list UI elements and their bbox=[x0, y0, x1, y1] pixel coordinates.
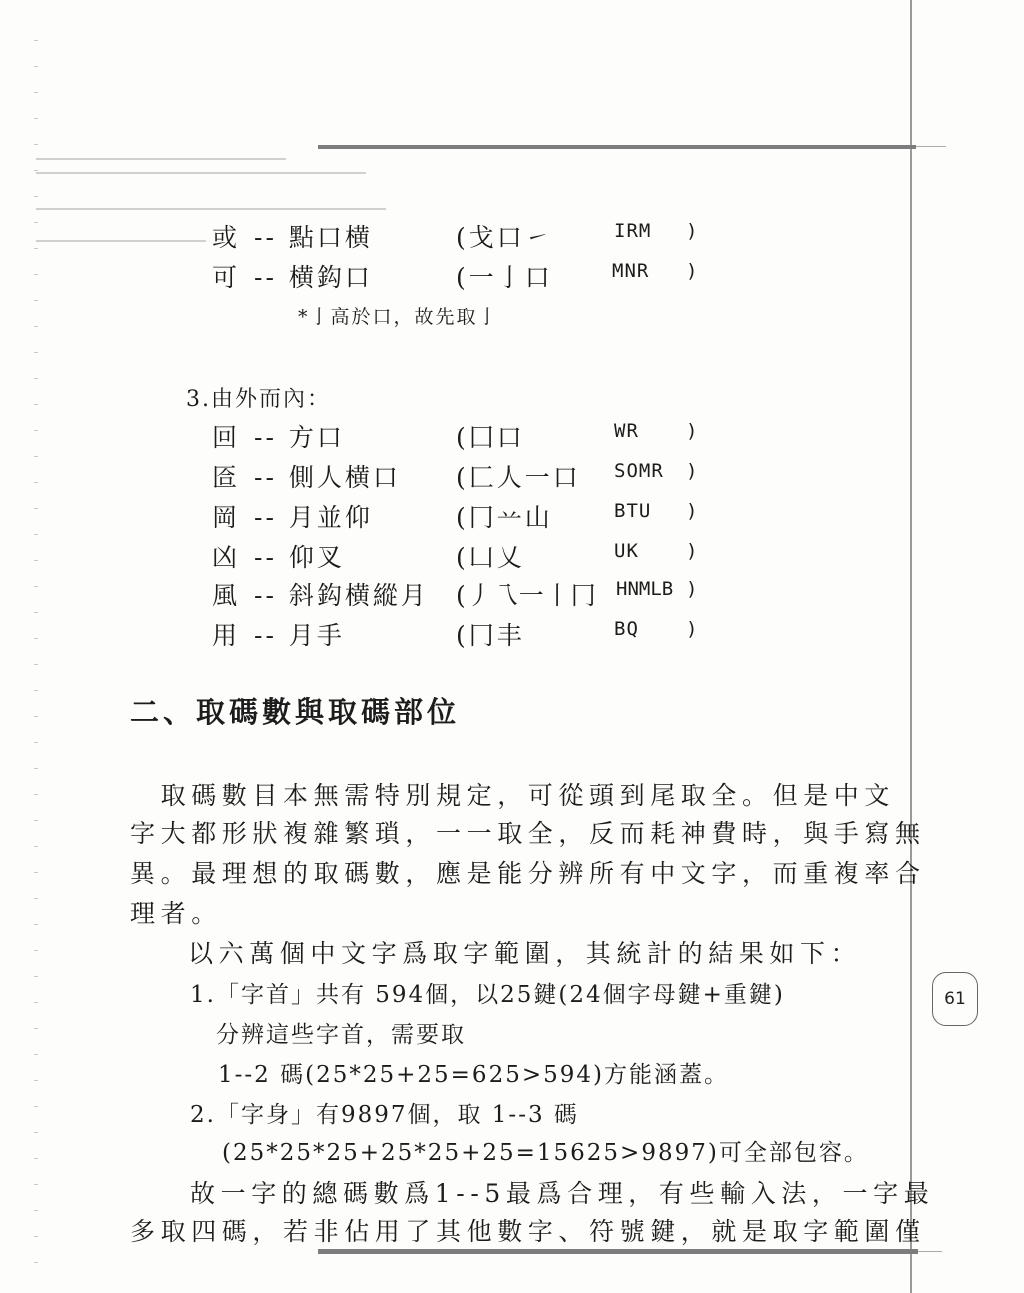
scan-speck bbox=[34, 326, 38, 327]
header-rule-tail bbox=[916, 146, 946, 147]
scan-speck bbox=[34, 300, 38, 301]
example-parts: (凵乂 bbox=[456, 543, 525, 572]
scan-speck bbox=[34, 820, 38, 821]
scan-speck bbox=[34, 1028, 38, 1029]
scan-speck bbox=[34, 40, 38, 41]
footnote: *亅高於口，故先取亅 bbox=[298, 306, 499, 328]
body-text-line: 多取四碼，若非佔用了其他數字、符號鍵，就是取字範圍僅 bbox=[130, 1217, 926, 1246]
scan-speck bbox=[34, 456, 38, 457]
example-code: MNR bbox=[612, 260, 650, 282]
body-text-line: 以六萬個中文字爲取字範圍，其統計的結果如下： bbox=[188, 939, 862, 968]
example-close: ) bbox=[686, 220, 699, 242]
footer-rule bbox=[318, 1249, 918, 1254]
body-text-line: 取碼數目本無需特別規定，可從頭到尾取全。但是中文 bbox=[130, 781, 896, 810]
example-row: 岡 -- 月並仰 bbox=[212, 503, 373, 532]
list-item-continuation: (25*25*25+25*25+25=15625>9897)可全部包容。 bbox=[222, 1140, 869, 1166]
scan-speck bbox=[34, 768, 38, 769]
body-text-line: 理者。 bbox=[130, 899, 222, 928]
scan-speck bbox=[34, 534, 38, 535]
body-text-line: 異。最理想的取碼數，應是能分辨所有中文字，而重複率合 bbox=[130, 859, 926, 888]
example-parts: (一亅口 bbox=[456, 263, 553, 292]
section-title: 3.由外而內： bbox=[186, 387, 331, 412]
scan-speck bbox=[34, 664, 38, 665]
scan-speck bbox=[34, 1106, 38, 1107]
list-item-continuation: 1--2 碼(25*25+25=625>594)方能涵蓋。 bbox=[218, 1062, 729, 1088]
scan-speck bbox=[34, 404, 38, 405]
list-item-continuation: 分辨這些字首，需要取 bbox=[216, 1022, 466, 1048]
example-row: 凶 -- 仰叉 bbox=[212, 543, 345, 572]
example-row: 風 -- 斜鈎横縱月 bbox=[212, 581, 429, 610]
example-parts: (匚人一口 bbox=[456, 463, 581, 492]
scan-speck bbox=[34, 1054, 38, 1055]
example-parts: (冂丰 bbox=[456, 621, 525, 650]
scan-speck bbox=[34, 170, 38, 171]
scan-speck bbox=[34, 1002, 38, 1003]
example-code: HNMLB bbox=[616, 578, 674, 600]
scan-speck bbox=[34, 742, 38, 743]
scan-speck bbox=[34, 222, 38, 223]
example-close: ) bbox=[686, 540, 699, 562]
scan-speck bbox=[34, 846, 38, 847]
body-text-line: 字大都形狀複雜繁瑣，一一取全，反而耗神費時，與手寫無 bbox=[130, 819, 926, 848]
example-row: 用 -- 月手 bbox=[212, 621, 345, 650]
scan-speck bbox=[34, 508, 38, 509]
scan-speck bbox=[34, 1262, 38, 1263]
example-row: 回 -- 方口 bbox=[212, 423, 345, 452]
scan-speck bbox=[34, 352, 38, 353]
example-code: IRM bbox=[614, 220, 652, 242]
scan-speck bbox=[34, 66, 38, 67]
scan-speck bbox=[34, 898, 38, 899]
example-parts: (戈口㇀ bbox=[456, 223, 553, 252]
scan-speck bbox=[34, 560, 38, 561]
scan-speck bbox=[34, 482, 38, 483]
scan-speck bbox=[34, 1184, 38, 1185]
scan-speck bbox=[34, 612, 38, 613]
header-rule bbox=[318, 145, 916, 149]
scan-speck bbox=[34, 248, 38, 249]
scan-speck bbox=[34, 1080, 38, 1081]
scan-speck bbox=[34, 950, 38, 951]
example-close: ) bbox=[686, 420, 699, 442]
scan-speck bbox=[34, 690, 38, 691]
example-code: BQ bbox=[614, 618, 639, 640]
example-row: 匼 -- 側人横口 bbox=[212, 463, 401, 492]
scan-speck bbox=[34, 924, 38, 925]
scan-speck bbox=[34, 144, 38, 145]
list-item: 2.「字身」有9897個，取 1--3 碼 bbox=[190, 1102, 579, 1128]
scan-speck bbox=[34, 794, 38, 795]
scan-speck bbox=[34, 1210, 38, 1211]
scan-speck bbox=[34, 92, 38, 93]
scan-speck bbox=[34, 430, 38, 431]
list-item: 1.「字首」共有 594個，以25鍵(24個字母鍵+重鍵) bbox=[190, 982, 785, 1008]
example-close: ) bbox=[686, 460, 699, 482]
scan-speck bbox=[34, 872, 38, 873]
page-edge-rule bbox=[910, 0, 912, 1293]
example-row: 可 -- 横鈎口 bbox=[212, 263, 373, 292]
scan-speck bbox=[34, 196, 38, 197]
scan-speck bbox=[34, 118, 38, 119]
example-close: ) bbox=[686, 578, 699, 600]
example-parts: (丿乁一丨冂 bbox=[456, 581, 597, 610]
scan-speck bbox=[34, 274, 38, 275]
scan-speck bbox=[34, 1158, 38, 1159]
scan-speck bbox=[34, 716, 38, 717]
example-code: SOMR bbox=[614, 460, 664, 482]
scan-speck bbox=[34, 378, 38, 379]
body-text-line: 故一字的總碼數爲1--5最爲合理，有些輸入法，一字最 bbox=[190, 1179, 935, 1208]
example-close: ) bbox=[686, 260, 699, 282]
example-code: WR bbox=[614, 420, 639, 442]
scan-speck bbox=[34, 976, 38, 977]
scan-speck bbox=[34, 1132, 38, 1133]
bleed-through-mark bbox=[36, 158, 286, 160]
example-code: UK bbox=[614, 540, 639, 562]
example-row: 或 -- 點口横 bbox=[212, 223, 373, 252]
section-heading: 二、取碼數與取碼部位 bbox=[130, 695, 461, 729]
bleed-through-mark bbox=[36, 172, 366, 174]
bleed-through-mark bbox=[36, 240, 206, 242]
scan-speck bbox=[34, 1236, 38, 1237]
example-code: BTU bbox=[614, 500, 652, 522]
bleed-through-mark bbox=[36, 208, 386, 210]
scan-speck bbox=[34, 586, 38, 587]
example-close: ) bbox=[686, 618, 699, 640]
example-close: ) bbox=[686, 500, 699, 522]
footer-rule-tail bbox=[918, 1251, 942, 1252]
scan-speck bbox=[34, 638, 38, 639]
example-parts: (冂䒑山 bbox=[456, 503, 553, 532]
page-number: 61 bbox=[932, 972, 978, 1026]
example-parts: (囗口 bbox=[456, 423, 525, 452]
